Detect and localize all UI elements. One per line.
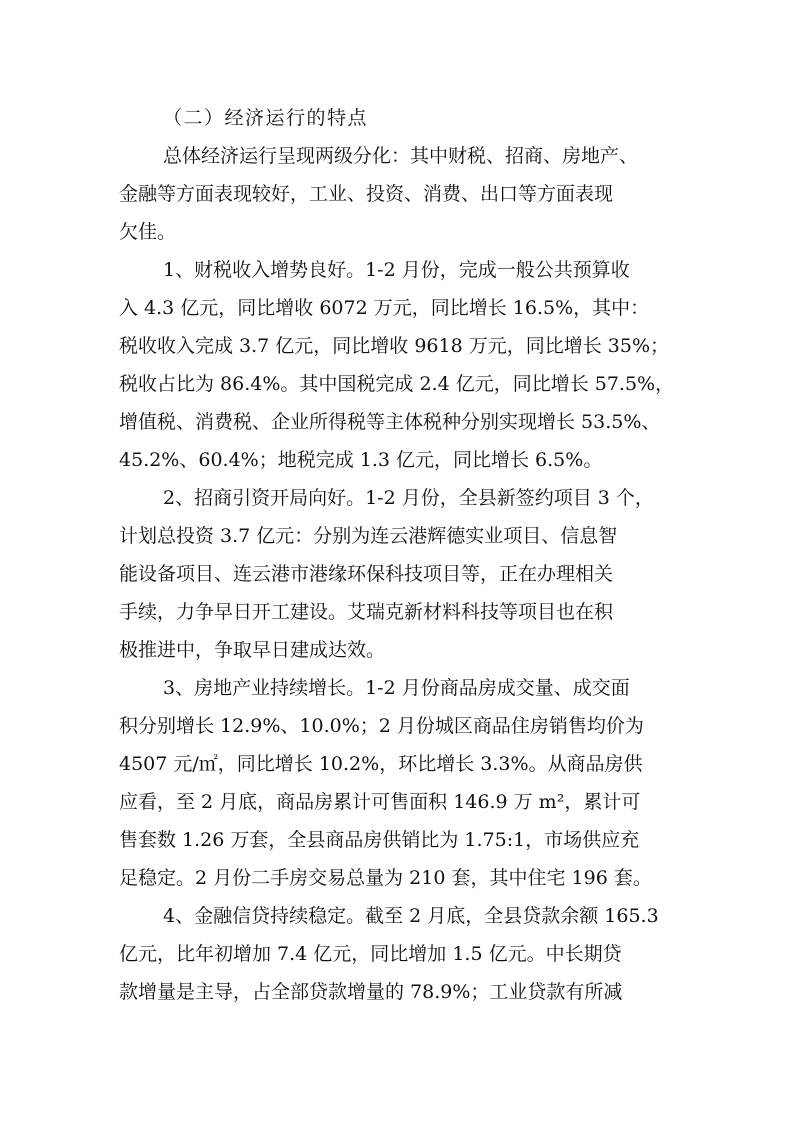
paragraph-line: 税收收入完成 3.7 亿元，同比增收 9618 万元，同比增长 35%； <box>119 335 669 357</box>
paragraph-line: 总体经济运行呈现两级分化：其中财税、招商、房地产、 <box>163 145 639 167</box>
paragraph-line: 3、房地产业持续增长。1-2 月份商品房成交量、成交面 <box>163 677 630 699</box>
paragraph-line: 税收占比为 86.4%。其中国税完成 2.4 亿元，同比增长 57.5%， <box>119 373 675 395</box>
paragraph-line: 欠佳。 <box>119 221 177 243</box>
paragraph-line: 手续，力争早日开工建设。艾瑞克新材料科技等项目也在积 <box>119 601 614 623</box>
paragraph-line: 售套数 1.26 万套，全县商品房供销比为 1.75:1，市场供应充 <box>119 829 640 851</box>
paragraph-line: 2、招商引资开局向好。1-2 月份，全县新签约项目 3 个， <box>163 487 654 509</box>
paragraph-line: 1、财税收入增势良好。1-2 月份，完成一般公共预算收 <box>163 259 630 281</box>
paragraph-line: 入 4.3 亿元，同比增收 6072 万元，同比增长 16.5%，其中： <box>119 297 650 319</box>
paragraph-line: 款增量是主导，占全部贷款增量的 78.9%；工业贷款有所减 <box>119 981 623 1003</box>
paragraph-line: 能设备项目、连云港市港缘环保科技项目等，正在办理相关 <box>119 563 614 585</box>
paragraph-line: 积分别增长 12.9%、10.0%；2 月份城区商品住房销售均价为 <box>119 715 644 737</box>
paragraph-line: 增值税、消费税、企业所得税等主体税种分别实现增长 53.5%、 <box>119 411 661 433</box>
paragraph-line: 足稳定。2 月份二手房交易总量为 210 套，其中住宅 196 套。 <box>119 867 652 889</box>
section-heading: （二）经济运行的特点 <box>163 107 369 129</box>
paragraph-line: 应看，至 2 月底，商品房累计可售面积 146.9 万 m²，累计可 <box>119 791 641 813</box>
paragraph-line: 极推进中，争取早日建成达效。 <box>119 639 386 661</box>
paragraph-line: 亿元，比年初增加 7.4 亿元，同比增加 1.5 亿元。中长期贷 <box>119 943 622 965</box>
paragraph-line: 4507 元/㎡，同比增长 10.2%，环比增长 3.3%。从商品房供 <box>119 753 643 775</box>
paragraph-line: 计划总投资 3.7 亿元：分别为连云港辉德实业项目、信息智 <box>119 525 618 547</box>
paragraph-line: 金融等方面表现较好，工业、投资、消费、出口等方面表现 <box>119 183 614 205</box>
paragraph-line: 4、金融信贷持续稳定。截至 2 月底，全县贷款余额 165.3 <box>163 905 659 927</box>
paragraph-line: 45.2%、60.4%；地税完成 1.3 亿元，同比增长 6.5%。 <box>119 449 603 471</box>
